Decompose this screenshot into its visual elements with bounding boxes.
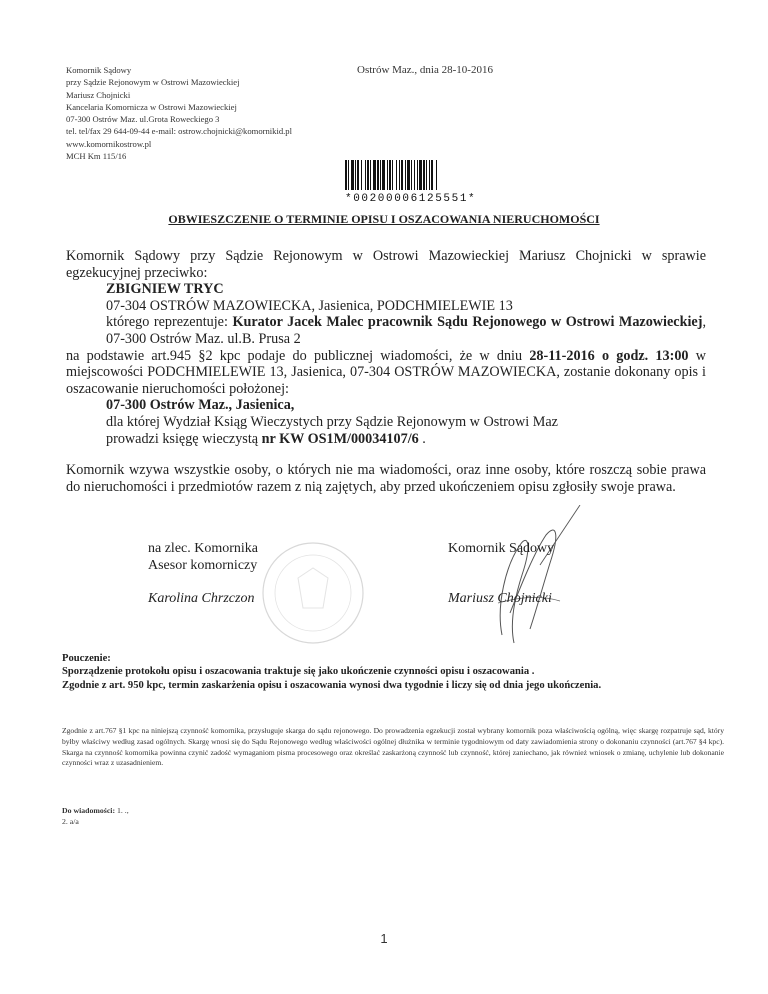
instructions-block: [62, 652, 722, 692]
distribution-item: 1. .,: [115, 806, 129, 815]
sender-line: 07-300 Ostrów Maz. ul.Grota Roweckiego 3: [66, 114, 220, 125]
basis-text-2: w miejscowości PODCHMIELEWIE 13, Jasienica, 07-304 OSTRÓW MAZOWIECKA, zostanie dokonany opis i oszacowanie nieruchomości położonej:: [66, 347, 706, 397]
barcode-bar: [377, 160, 379, 190]
barcode-bar: [365, 160, 366, 190]
barcode-bar: [392, 160, 393, 190]
notice-body: [66, 248, 706, 447]
barcode-bar: [382, 160, 385, 190]
document-title: OBWIESZCZENIE O TERMINIE OPISU I OSZACOWANIA NIERUCHOMOŚCI: [168, 212, 600, 226]
barcode-bar: [401, 160, 403, 190]
rep-prefix: którego reprezentuje:: [106, 314, 233, 331]
call-to-claim: Komornik wzywa wszystkie osoby, o których nie ma wiadomości, oraz inne osoby, które roszczą sobie prawa do nieruchomości i przedmiotów razem z nią zajętych, aby przed ukończeniem opisu zgłosiły swoje prawa.: [66, 462, 706, 495]
kw-suffix: .: [418, 430, 426, 447]
instructions-heading: Pouczenie:: [62, 653, 111, 664]
representative-line: [66, 314, 706, 347]
barcode-bar: [426, 160, 427, 190]
barcode-bar: [355, 160, 356, 190]
barcode-bar: [351, 160, 354, 190]
distribution-line-1: [62, 805, 129, 816]
barcode-bar: [417, 160, 418, 190]
distribution-item: 2. a/a: [62, 817, 79, 826]
barcode-bars: [345, 160, 515, 190]
barcode-bar: [348, 160, 349, 190]
barcode-bar: [387, 160, 388, 190]
barcode-bar: [429, 160, 430, 190]
debtor-address: 07-304 OSTRÓW MAZOWIECKA, Jasienica, PODCHMIELEWIE 13: [106, 297, 513, 314]
sender-line: Mariusz Chojnicki: [66, 89, 131, 100]
date-line: Ostrów Maz., dnia 28-10-2016: [357, 64, 493, 76]
barcode-bar: [419, 160, 422, 190]
basis-date: 28-11-2016 o godz. 13:00: [529, 347, 689, 364]
bailiff-role: Komornik Sądowy: [448, 541, 555, 556]
barcode-bar: [414, 160, 415, 190]
barcode-bar: [411, 160, 412, 190]
barcode-bar: [373, 160, 376, 190]
property-location: 07-300 Ostrów Maz., Jasienica,: [106, 397, 295, 414]
barcode-bar: [370, 160, 371, 190]
page-number: 1: [380, 931, 388, 946]
kw-number: nr KW OS1M/00034107/6: [261, 430, 419, 447]
barcode-bar: [367, 160, 369, 190]
sender-line: przy Sądzie Rejonowym w Ostrowi Mazowieckiej: [66, 77, 240, 88]
debtor-name: ZBIGNIEW TRYC: [106, 281, 224, 298]
rep-address: , 07-300 Ostrów Maz. ul.B. Prusa 2: [106, 314, 706, 347]
barcode-bar: [389, 160, 391, 190]
distribution-list: [62, 805, 129, 827]
sender-block: [66, 64, 292, 162]
instructions-line: Zgodnie z art. 950 kpc, termin zaskarżenia opisu i oszacowania wynosi dwa tygodnie i liczy się od dnia jego ukończenia.: [62, 679, 602, 691]
barcode-number: *00200006125551*: [345, 193, 477, 205]
barcode: [345, 160, 515, 205]
intro-paragraph: Komornik Sądowy przy Sądzie Rejonowym w Ostrowi Mazowieckiej Mariusz Chojnicki w sprawie egzekucyjnej przeciwko:: [66, 248, 706, 281]
barcode-bar: [436, 160, 437, 190]
barcode-bar: [431, 160, 433, 190]
sender-line: www.komornikostrow.pl: [66, 138, 152, 149]
barcode-bar: [405, 160, 406, 190]
sender-line: MCH Km 115/16: [66, 151, 127, 162]
sender-line: Komornik Sądowy: [66, 65, 132, 75]
distribution-heading: Do wiadomości:: [62, 806, 116, 815]
basis-paragraph: [66, 348, 706, 398]
kw-prefix: prowadzi księgę wieczystą: [106, 430, 262, 447]
assistant-role-1: na zlec. Komornika: [148, 541, 259, 556]
barcode-bar: [361, 160, 362, 190]
barcode-bar: [407, 160, 410, 190]
kw-line: [66, 431, 706, 448]
barcode-bar: [345, 160, 347, 190]
rep-name: Kurator Jacek Malec pracownik Sądu Rejonowego w Ostrowi Mazowieckiej: [232, 314, 703, 331]
sender-line: Kancelaria Komornicza w Ostrowi Mazowieckiej: [66, 101, 237, 112]
bailiff-signature-block: [448, 540, 554, 607]
barcode-bar: [396, 160, 397, 190]
legal-notice: Zgodnie z art.767 §1 kpc na niniejszą czynność komornika, przysługuje skarga do sądu rejonowego. Do prowadzenia egzekucji został wybrany komornik poza właściwością ogólną, więc skargę rozpatruje sąd, który byłby właściwy według zasad ogólnych. Skargę wnosi się do Sądu Rejonowego według właściwości ogólnej dłużnika w terminie tygodniowym od daty zawiadomienia strony o dokonaniu czynności (art.767 §4 kpc). Skarga na czynność komornika powinna czynić zadość wymaganiom pisma procesowego oraz określać zaskarżoną czynność lub czynność, której zaniechano, jak również wniosek o zmianę, uchylenie lub dokonanie czynności wraz z uzasadnieniem.: [62, 726, 724, 768]
barcode-bar: [423, 160, 425, 190]
instructions-line: Sporządzenie protokołu opisu i oszacowania traktuje się jako ukończenie czynności opisu i oszacowania .: [62, 666, 535, 678]
assistant-name: Karolina Chrzczon: [148, 591, 255, 606]
assistant-signature-block: [148, 540, 258, 607]
court-seal: [253, 538, 373, 648]
barcode-bar: [357, 160, 359, 190]
sender-line: tel. tel/fax 29 644-09-44 e-mail: ostrow.chojnicki@komornikid.pl: [66, 126, 292, 137]
assistant-role-2: Asesor komorniczy: [148, 558, 258, 573]
bailiff-name: Mariusz Chojnicki: [448, 591, 552, 606]
basis-text: na podstawie art.945 §2 kpc podaje do publicznej wiadomości, że w dniu: [66, 347, 530, 364]
barcode-bar: [399, 160, 400, 190]
barcode-bar: [380, 160, 381, 190]
registry-line: dla której Wydział Ksiąg Wieczystych przy Sądzie Rejonowym w Ostrowi Maz: [106, 413, 558, 430]
